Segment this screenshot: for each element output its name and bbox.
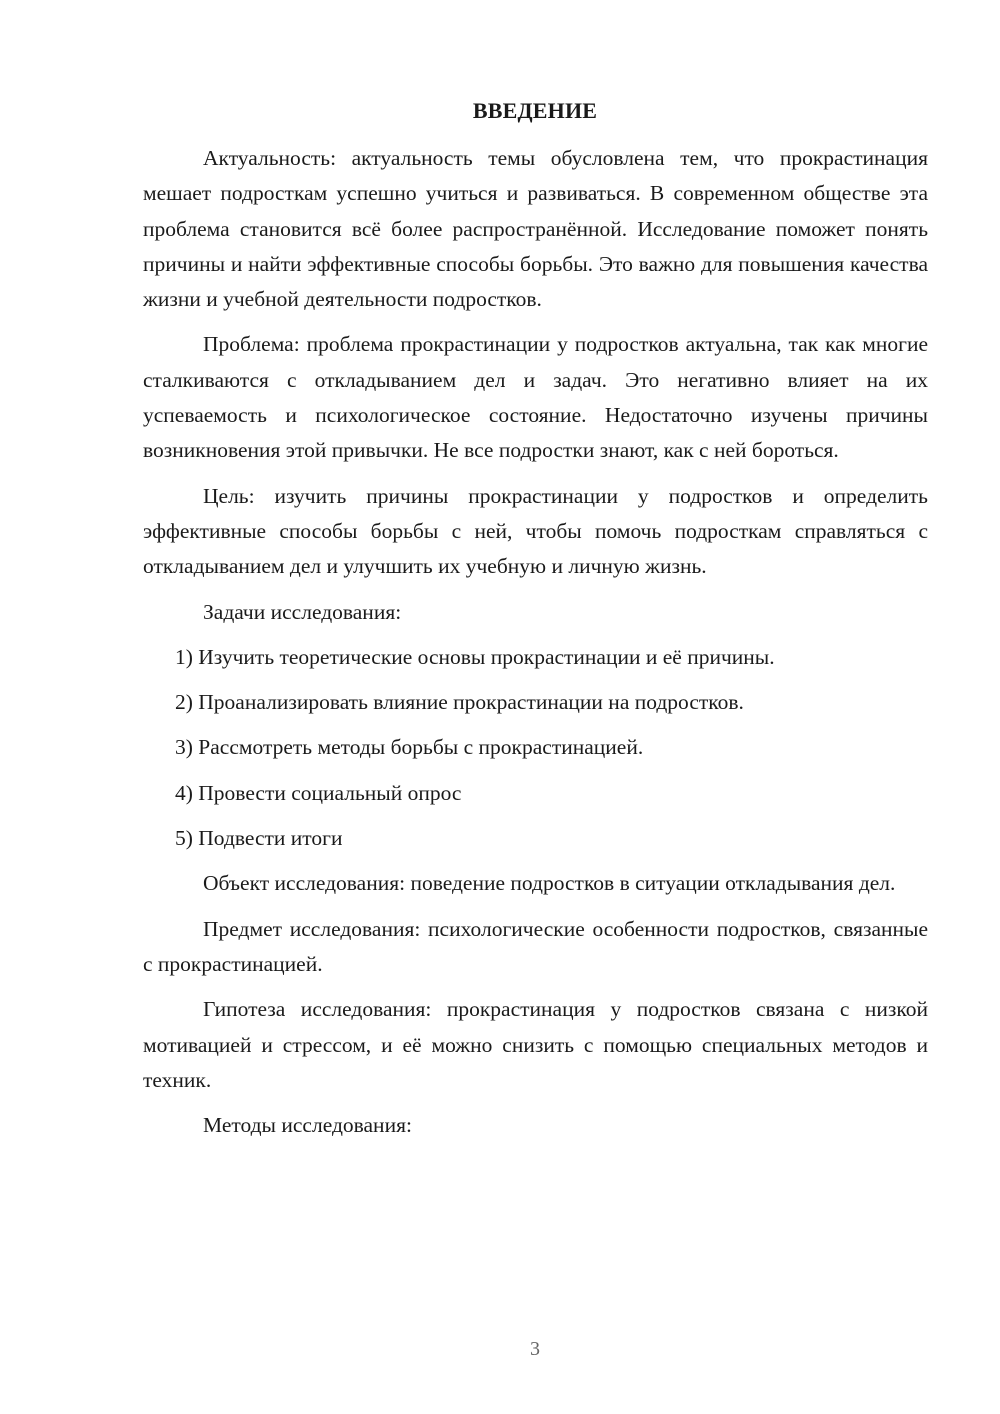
task-item-2: 2) Проанализировать влияние прокрастинации на подростков.: [175, 690, 744, 715]
paragraph-relevance: Актуальность: актуальность темы обусловлена тем, что прокрастинация мешает подросткам успешно учиться и развиваться. В современном обществе эта проблема становится всё более распространённой. Исследование поможет понять причины и найти эффективные способы борьбы. Это важно для повышения качества жизни и учебной деятельности подростков.: [143, 146, 928, 312]
methods-heading: Методы исследования:: [203, 1113, 412, 1138]
paragraph-goal: Цель: изучить причины прокрастинации у подростков и определить эффективные способы борьбы с ней, чтобы помочь подросткам справляться с откладыванием дел и улучшить их учебную и личную жизнь.: [143, 483, 928, 579]
task-item-5: 5) Подвести итоги: [175, 826, 343, 851]
paragraph-subject: Предмет исследования: психологические особенности подростков, связанные с прокрастинацией.: [143, 916, 928, 976]
page-heading: ВВЕДЕНИЕ: [472, 98, 598, 123]
paragraph-problem: Проблема: проблема прокрастинации у подростков актуальна, так как многие сталкиваются с откладыванием дел и задач. Это негативно влияет на их успеваемость и психологическое состояние. Недостаточно изучены причины возникновения этой привычки. Не все подростки знают, как с ней бороться.: [143, 332, 928, 463]
paragraph-hypothesis: Гипотеза исследования: прокрастинация у подростков связана с низкой мотивацией и стрессом, и её можно снизить с помощью специальных методов и техник.: [143, 997, 928, 1092]
task-item-4: 4) Провести социальный опрос: [175, 780, 462, 805]
paragraph-object: Объект исследования: поведение подростков в ситуации откладывания дел.: [203, 871, 896, 896]
page-body: [143, 141, 928, 1153]
tasks-heading: Задачи исследования:: [203, 599, 402, 624]
task-item-1: 1) Изучить теоретические основы прокрастинации и её причины.: [175, 644, 775, 669]
page-number: 3: [530, 1338, 540, 1360]
task-item-3: 3) Рассмотреть методы борьбы с прокрастинацией.: [175, 735, 644, 760]
